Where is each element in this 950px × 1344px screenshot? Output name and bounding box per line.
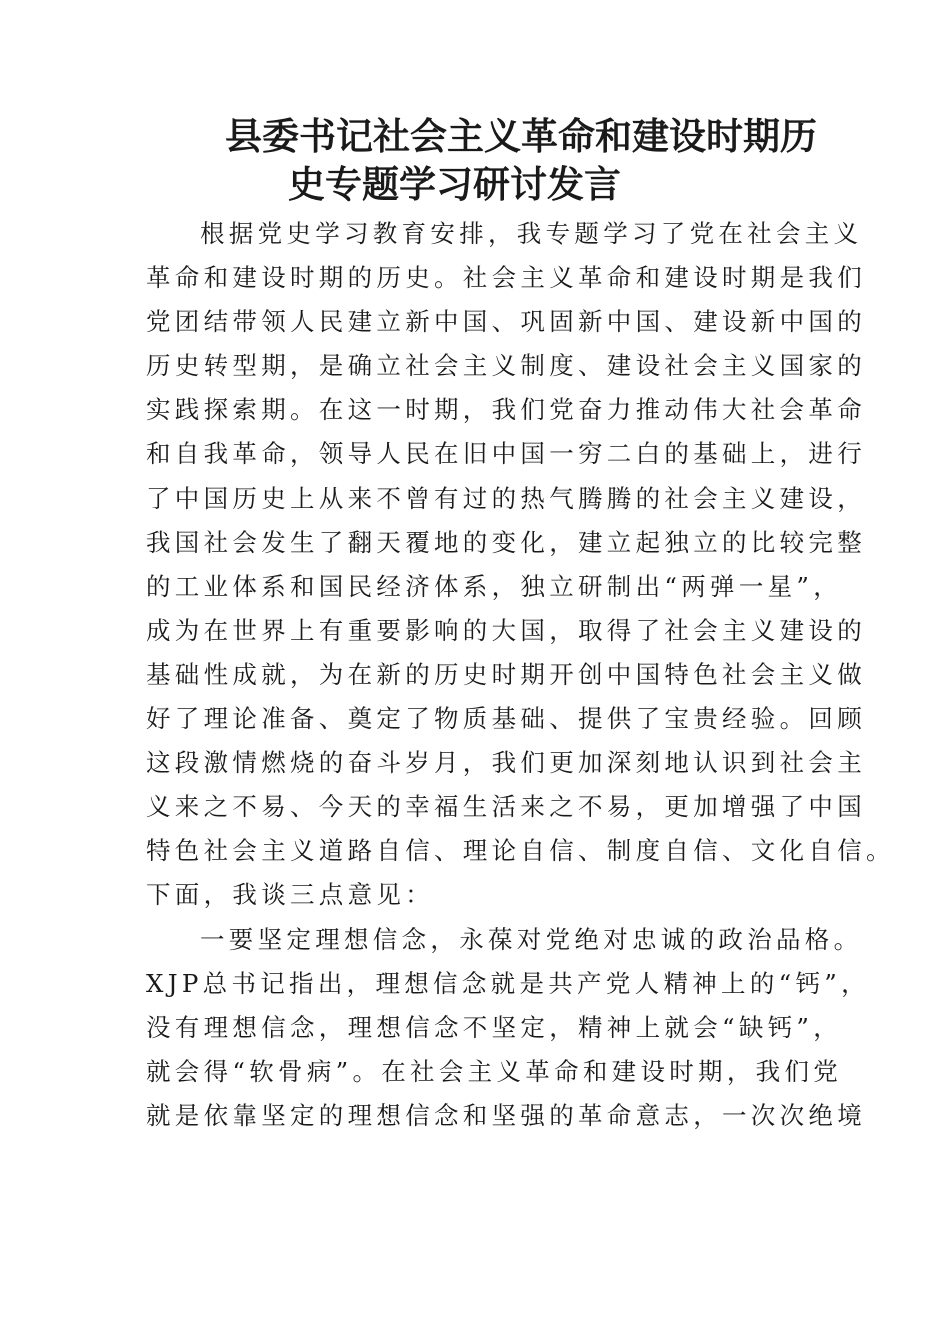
paragraph-1 (146, 212, 895, 918)
document-body (146, 212, 895, 1138)
text-line: 革命和建设时期的历史。社会主义革命和建设时期是我们 (146, 263, 866, 293)
text-line: 没有理想信念，理想信念不坚定，精神上就会“缺钙”， (146, 1012, 843, 1042)
text-line: 好了理论准备、奠定了物质基础、提供了宝贵经验。回顾 (146, 704, 866, 734)
text-line: 就会得“软骨病”。在社会主义革命和建设时期，我们党 (146, 1056, 843, 1086)
text-line: 特色社会主义道路自信、理论自信、制度自信、文化自信。 (146, 836, 895, 866)
text-line: 了中国历史上从来不曾有过的热气腾腾的社会主义建设， (146, 483, 866, 513)
text-line: 的工业体系和国民经济体系，独立研制出“两弹一星”， (146, 571, 843, 601)
document-title (225, 112, 825, 208)
text-line: 实践探索期。在这一时期，我们党奋力推动伟大社会革命 (146, 395, 866, 425)
paragraph-2 (146, 918, 870, 1138)
title-line-2: 史专题学习研讨发言 (288, 162, 621, 206)
text-line: 义来之不易、今天的幸福生活来之不易，更加增强了中国 (146, 792, 866, 822)
text-line: 和自我革命，领导人民在旧中国一穷二白的基础上，进行 (146, 439, 866, 469)
text-line: 我国社会发生了翻天覆地的变化，建立起独立的比较完整 (146, 527, 866, 557)
text-line: 成为在世界上有重要影响的大国，取得了社会主义建设的 (146, 615, 866, 645)
text-line: 就是依靠坚定的理想信念和坚强的革命意志，一次次绝境 (146, 1100, 866, 1130)
text-line: 一要坚定理想信念，永葆对党绝对忠诚的政治品格。 (200, 924, 863, 954)
text-line: 这段激情燃烧的奋斗岁月，我们更加深刻地认识到社会主 (146, 748, 866, 778)
text-line: 党团结带领人民建立新中国、巩固新中国、建设新中国的 (146, 307, 866, 337)
text-line: 根据党史学习教育安排，我专题学习了党在社会主义 (200, 219, 863, 248)
text-line: 基础性成就，为在新的历史时期开创中国特色社会主义做 (146, 659, 866, 689)
text-line: 历史转型期，是确立社会主义制度、建设社会主义国家的 (146, 351, 866, 381)
text-line: XJP总书记指出，理想信念就是共产党人精神上的“钙”， (146, 968, 870, 998)
title-line-1: 县委书记社会主义革命和建设时期历 (225, 114, 817, 158)
text-line: 下面，我谈三点意见： (146, 880, 434, 910)
